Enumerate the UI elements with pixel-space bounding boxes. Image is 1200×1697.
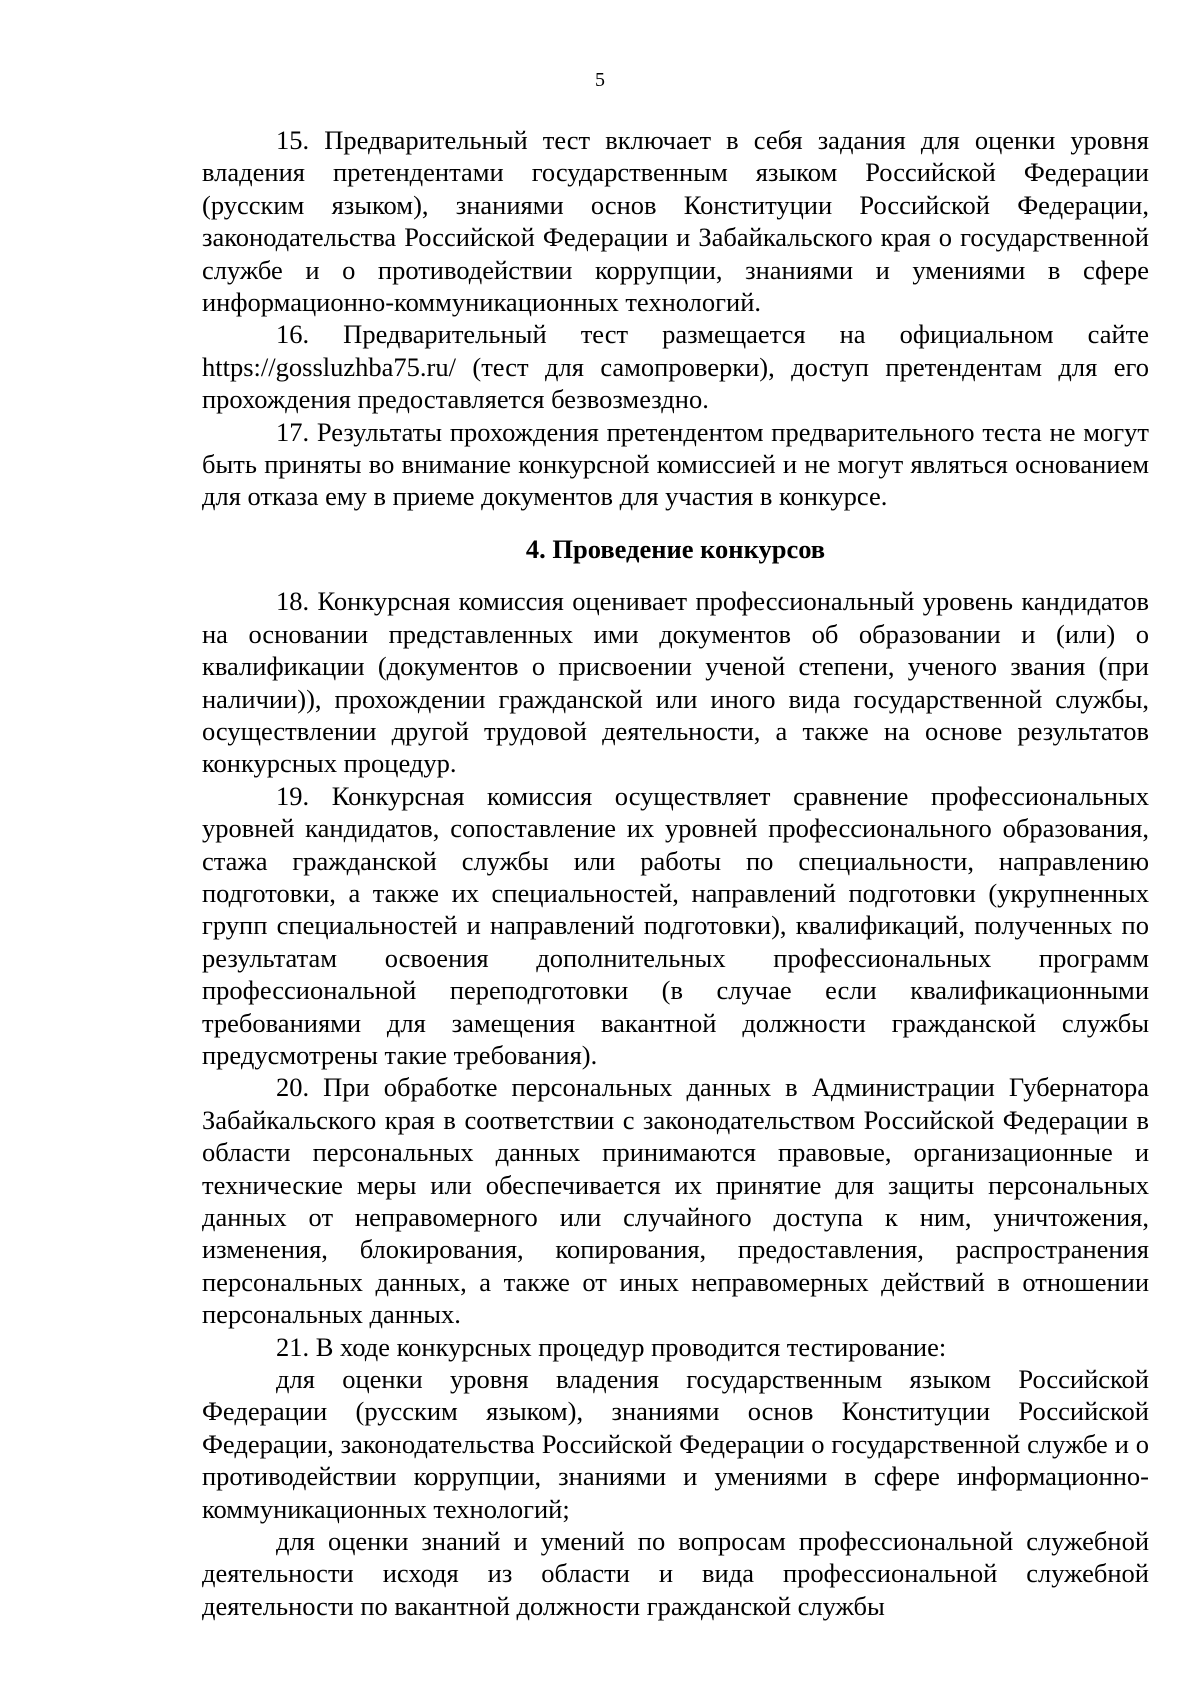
paragraph-21: 21. В ходе конкурсных процедур проводится тестирование: [276, 1331, 947, 1362]
section-heading: 4. Проведение конкурсов [525, 533, 826, 564]
paragraph-16: 16. Предварительный тест размещается на официальном сайте https://gossluzhba75.ru/ (тест для самопроверки), доступ претендентам для его прохождения предоставляется безвозмездно. [202, 319, 1149, 415]
paragraph-18: 18. Конкурсная комиссия оценивает профессиональный уровень кандидатов на основании представленных ими документов об образовании и (или) о квалификации (документов о присвоении ученой степени, ученого звания (при наличии)), прохождении гражданской или иного вида государственной службы, осуществлении другой трудовой деятельности, а также на основе результатов конкурсных процедур. [202, 586, 1149, 779]
paragraph-20: 20. При обработке персональных данных в Администрации Губернатора Забайкальского края в соответствии с законодательством Российской Федерации в области персональных данных принимаются правовые, организационные и технические меры или обеспечивается их принятие для защиты персональных данных от неправомерного или случайного доступа к ним, уничтожения, изменения, блокирования, копирования, предоставления, распространения персональных данных, а также от иных неправомерных действий в отношении персональных данных. [202, 1072, 1149, 1330]
document-body [202, 124, 1149, 1622]
paragraph-17: 17. Результаты прохождения претендентом предварительного теста не могут быть приняты во внимание конкурсной комиссией и не могут являться основанием для отказа ему в приеме документов для участия в конкурсе. [202, 416, 1149, 512]
page-number: 5 [595, 69, 605, 91]
paragraph-21-item-1: для оценки уровня владения государственным языком Российской Федерации (русским языком), знаниями основ Конституции Российской Федерации, законодательства Российской Федерации о государственной службе и о противодействии коррупции, знаниями и умениями в сфере информационно-коммуникационных технологий; [202, 1364, 1149, 1524]
paragraph-19: 19. Конкурсная комиссия осуществляет сравнение профессиональных уровней кандидатов, сопоставление их уровней профессионального образования, стажа гражданской службы или работы по специальности, направлению подготовки, а также их специальностей, направлений подготовки (укрупненных групп специальностей и направлений подготовки), квалификаций, полученных по результатам освоения дополнительных профессиональных программ профессиональной переподготовки (в случае если квалификационными требованиями для замещения вакантной должности гражданской службы предусмотрены такие требования). [202, 780, 1149, 1070]
paragraph-21-item-2: для оценки знаний и умений по вопросам профессиональной служебной деятельности исходя из области и вида профессиональной служебной деятельности по вакантной должности гражданской службы [202, 1526, 1149, 1621]
paragraph-15: 15. Предварительный тест включает в себя задания для оценки уровня владения претендентами государственным языком Российской Федерации (русским языком), знаниями основ Конституции Российской Федерации, законодательства Российской Федерации и Забайкальского края о государственной службе и о противодействии коррупции, знаниями и умениями в сфере информационно-коммуникационных технологий. [202, 125, 1149, 318]
